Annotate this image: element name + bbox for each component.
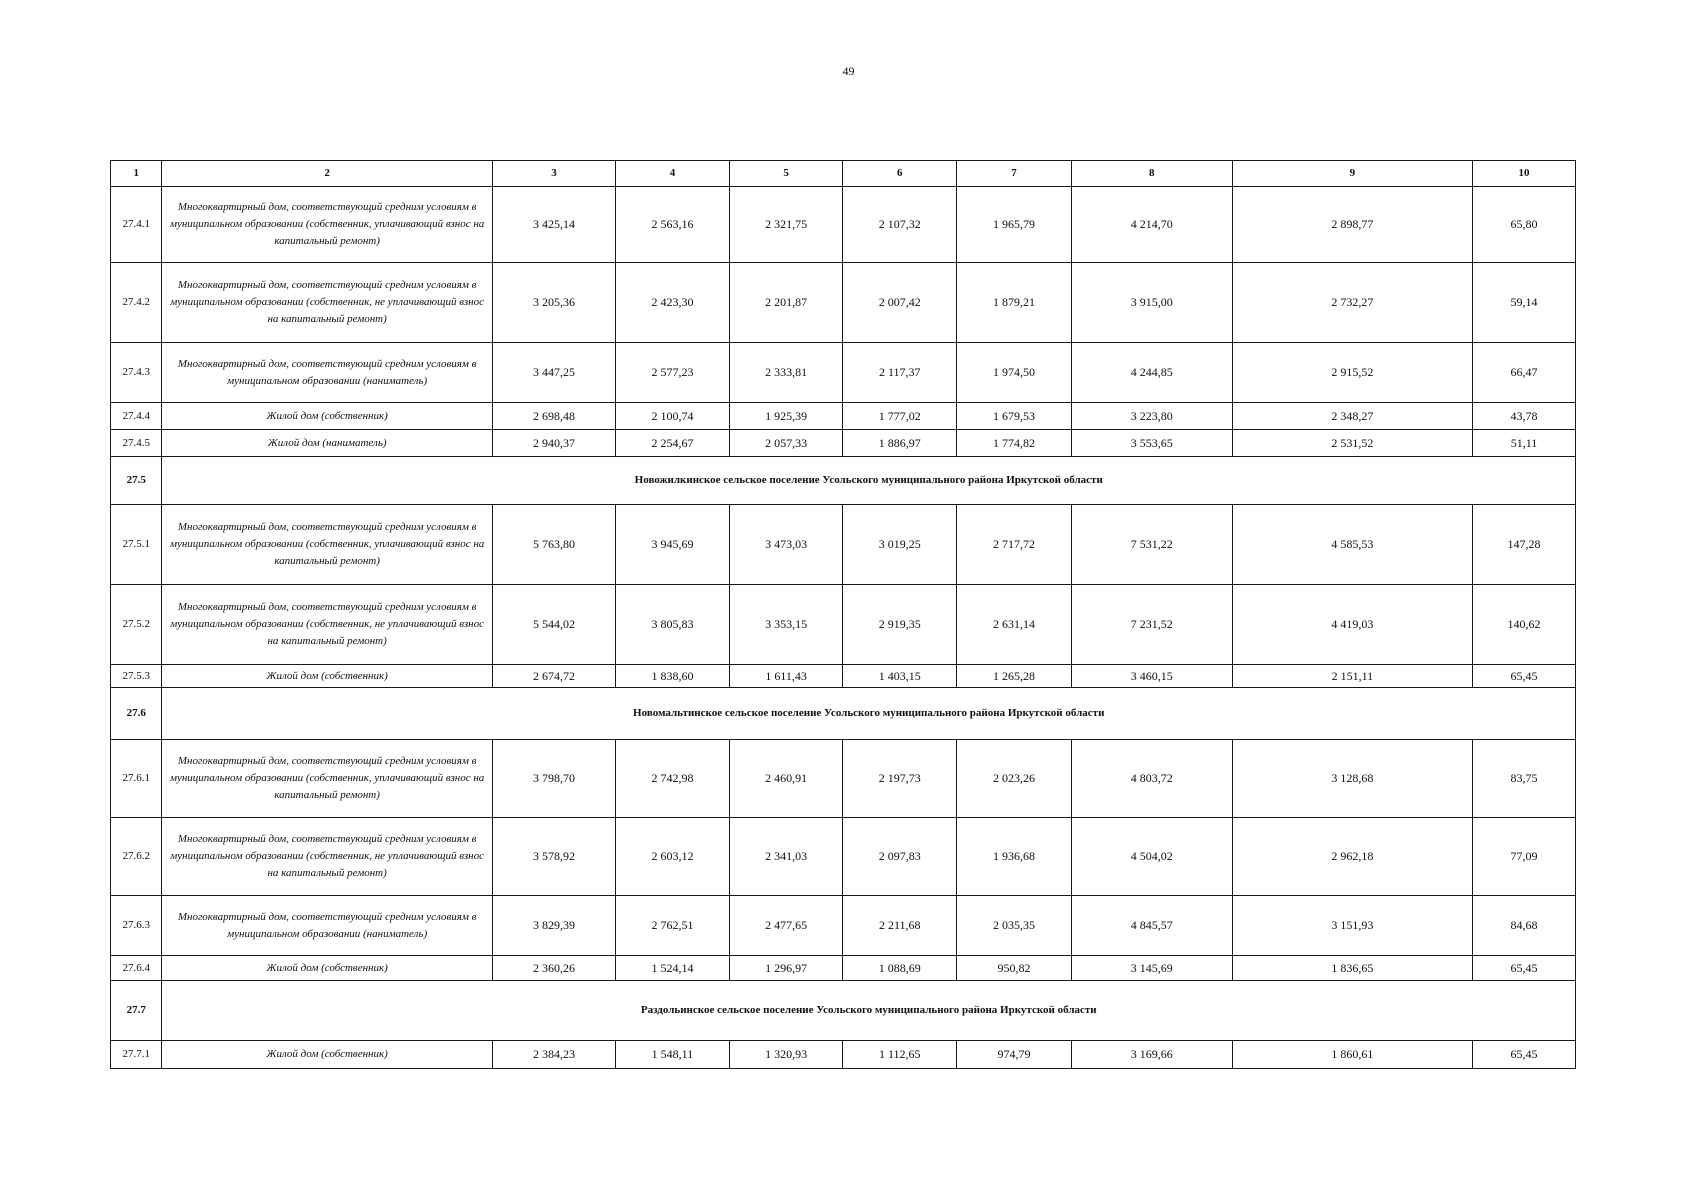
value-cell-col-7: 1 265,28 [957, 665, 1072, 688]
value-cell-col-9: 4 419,03 [1232, 585, 1472, 665]
row-description: Жилой дом (собственник) [162, 403, 492, 430]
value-cell-col-3: 2 360,26 [492, 956, 615, 981]
table-row [111, 896, 1576, 956]
value-cell-col-5: 1 611,43 [729, 665, 843, 688]
table-row [111, 403, 1576, 430]
row-code: 27.6.1 [111, 740, 162, 818]
header-cell: 8 [1071, 161, 1232, 187]
section-title: Новомальтинское сельское поселение Усольского муниципального района Иркутской области [162, 688, 1576, 740]
value-cell-col-9: 2 898,77 [1232, 187, 1472, 263]
page-number: 49 [842, 64, 855, 78]
value-cell-col-9: 2 531,52 [1232, 430, 1472, 457]
section-title: Раздольинское сельское поселение Усольского муниципального района Иркутской области [162, 981, 1576, 1041]
value-cell-col-8: 4 504,02 [1071, 818, 1232, 896]
value-cell-col-8: 3 460,15 [1071, 665, 1232, 688]
header-cell: 10 [1472, 161, 1575, 187]
value-cell-col-3: 3 829,39 [492, 896, 615, 956]
section-row [111, 981, 1576, 1041]
value-cell-col-4: 2 603,12 [616, 818, 730, 896]
column-number-row [111, 161, 1576, 187]
value-cell-col-9: 2 151,11 [1232, 665, 1472, 688]
value-cell-col-7: 2 023,26 [957, 740, 1072, 818]
value-cell-col-3: 2 698,48 [492, 403, 615, 430]
value-cell-col-8: 4 214,70 [1071, 187, 1232, 263]
value-cell-col-3: 3 447,25 [492, 343, 615, 403]
value-cell-col-6: 3 019,25 [843, 505, 957, 585]
value-cell-col-3: 5 763,80 [492, 505, 615, 585]
value-cell-col-9: 3 151,93 [1232, 896, 1472, 956]
value-cell-col-8: 7 231,52 [1071, 585, 1232, 665]
header-cell: 2 [162, 161, 492, 187]
row-description: Многоквартирный дом, соответствующий средним условиям в муниципальном образовании (собственник, не уплачивающий взнос на капитальный ремонт) [162, 818, 492, 896]
value-cell-col-4: 3 945,69 [616, 505, 730, 585]
value-cell-col-3: 3 578,92 [492, 818, 615, 896]
value-cell-col-4: 2 762,51 [616, 896, 730, 956]
value-cell-col-8: 7 531,22 [1071, 505, 1232, 585]
value-cell-col-3: 5 544,02 [492, 585, 615, 665]
value-cell-col-8: 4 244,85 [1071, 343, 1232, 403]
row-description: Многоквартирный дом, соответствующий средним условиям в муниципальном образовании (собственник, не уплачивающий взнос на капитальный ремонт) [162, 585, 492, 665]
row-code: 27.6.3 [111, 896, 162, 956]
table-row [111, 956, 1576, 981]
section-row [111, 457, 1576, 505]
header-cell: 4 [616, 161, 730, 187]
value-cell-col-4: 2 423,30 [616, 263, 730, 343]
value-cell-col-9: 1 860,61 [1232, 1041, 1472, 1069]
row-description: Жилой дом (собственник) [162, 1041, 492, 1069]
value-cell-col-7: 1 974,50 [957, 343, 1072, 403]
row-description: Жилой дом (собственник) [162, 665, 492, 688]
value-cell-col-4: 2 100,74 [616, 403, 730, 430]
value-cell-col-6: 1 777,02 [843, 403, 957, 430]
value-cell-col-8: 3 223,80 [1071, 403, 1232, 430]
value-cell-col-5: 3 473,03 [729, 505, 843, 585]
row-code: 27.5.2 [111, 585, 162, 665]
value-cell-col-9: 3 128,68 [1232, 740, 1472, 818]
value-cell-col-4: 1 524,14 [616, 956, 730, 981]
value-cell-col-8: 3 145,69 [1071, 956, 1232, 981]
value-cell-col-5: 3 353,15 [729, 585, 843, 665]
value-cell-col-6: 2 919,35 [843, 585, 957, 665]
value-cell-col-10: 83,75 [1472, 740, 1575, 818]
row-description: Многоквартирный дом, соответствующий средним условиям в муниципальном образовании (собственник, уплачивающий взнос на капитальный ремонт) [162, 505, 492, 585]
value-cell-col-5: 2 057,33 [729, 430, 843, 457]
value-cell-col-3: 3 798,70 [492, 740, 615, 818]
row-code: 27.5.3 [111, 665, 162, 688]
value-cell-col-7: 1 936,68 [957, 818, 1072, 896]
row-code: 27.4.5 [111, 430, 162, 457]
value-cell-col-3: 2 384,23 [492, 1041, 615, 1069]
row-description: Жилой дом (наниматель) [162, 430, 492, 457]
section-code: 27.6 [111, 688, 162, 740]
header-cell: 3 [492, 161, 615, 187]
value-cell-col-6: 2 007,42 [843, 263, 957, 343]
table-row [111, 187, 1576, 263]
row-code: 27.6.2 [111, 818, 162, 896]
row-code: 27.4.2 [111, 263, 162, 343]
table-row [111, 665, 1576, 688]
row-description: Жилой дом (собственник) [162, 956, 492, 981]
row-code: 27.4.3 [111, 343, 162, 403]
value-cell-col-10: 140,62 [1472, 585, 1575, 665]
value-cell-col-7: 1 879,21 [957, 263, 1072, 343]
table-row [111, 740, 1576, 818]
value-cell-col-10: 65,45 [1472, 665, 1575, 688]
value-cell-col-3: 3 205,36 [492, 263, 615, 343]
value-cell-col-5: 2 321,75 [729, 187, 843, 263]
value-cell-col-8: 4 845,57 [1071, 896, 1232, 956]
header-cell: 7 [957, 161, 1072, 187]
table-row [111, 263, 1576, 343]
row-code: 27.5.1 [111, 505, 162, 585]
value-cell-col-9: 4 585,53 [1232, 505, 1472, 585]
value-cell-col-5: 2 477,65 [729, 896, 843, 956]
header-cell: 9 [1232, 161, 1472, 187]
value-cell-col-10: 65,45 [1472, 956, 1575, 981]
value-cell-col-7: 950,82 [957, 956, 1072, 981]
value-cell-col-5: 1 296,97 [729, 956, 843, 981]
value-cell-col-5: 2 333,81 [729, 343, 843, 403]
value-cell-col-8: 3 169,66 [1071, 1041, 1232, 1069]
value-cell-col-5: 1 320,93 [729, 1041, 843, 1069]
header-cell: 1 [111, 161, 162, 187]
row-code: 27.4.4 [111, 403, 162, 430]
value-cell-col-5: 2 341,03 [729, 818, 843, 896]
section-code: 27.5 [111, 457, 162, 505]
value-cell-col-7: 2 717,72 [957, 505, 1072, 585]
value-cell-col-9: 1 836,65 [1232, 956, 1472, 981]
value-cell-col-10: 65,80 [1472, 187, 1575, 263]
value-cell-col-6: 1 088,69 [843, 956, 957, 981]
section-row [111, 688, 1576, 740]
value-cell-col-9: 2 915,52 [1232, 343, 1472, 403]
header-cell: 5 [729, 161, 843, 187]
header-cell: 6 [843, 161, 957, 187]
value-cell-col-7: 974,79 [957, 1041, 1072, 1069]
table-row [111, 505, 1576, 585]
value-cell-col-7: 2 035,35 [957, 896, 1072, 956]
row-code: 27.6.4 [111, 956, 162, 981]
value-cell-col-4: 1 838,60 [616, 665, 730, 688]
value-cell-col-5: 2 201,87 [729, 263, 843, 343]
value-cell-col-6: 2 117,37 [843, 343, 957, 403]
table-row [111, 818, 1576, 896]
value-cell-col-3: 2 940,37 [492, 430, 615, 457]
value-cell-col-4: 3 805,83 [616, 585, 730, 665]
value-cell-col-3: 2 674,72 [492, 665, 615, 688]
value-cell-col-9: 2 962,18 [1232, 818, 1472, 896]
value-cell-col-7: 1 679,53 [957, 403, 1072, 430]
value-cell-col-10: 77,09 [1472, 818, 1575, 896]
value-cell-col-5: 2 460,91 [729, 740, 843, 818]
value-cell-col-10: 51,11 [1472, 430, 1575, 457]
table-row [111, 1041, 1576, 1069]
section-code: 27.7 [111, 981, 162, 1041]
section-title: Новожилкинское сельское поселение Усольского муниципального района Иркутской области [162, 457, 1576, 505]
table-row [111, 343, 1576, 403]
value-cell-col-6: 1 886,97 [843, 430, 957, 457]
value-cell-col-5: 1 925,39 [729, 403, 843, 430]
row-description: Многоквартирный дом, соответствующий средним условиям в муниципальном образовании (собственник, не уплачивающий взнос на капитальный ремонт) [162, 263, 492, 343]
value-cell-col-6: 2 107,32 [843, 187, 957, 263]
value-cell-col-8: 3 553,65 [1071, 430, 1232, 457]
table-row [111, 430, 1576, 457]
value-cell-col-3: 3 425,14 [492, 187, 615, 263]
row-description: Многоквартирный дом, соответствующий средним условиям в муниципальном образовании (наниматель) [162, 343, 492, 403]
value-cell-col-7: 1 965,79 [957, 187, 1072, 263]
table-row [111, 585, 1576, 665]
value-cell-col-8: 3 915,00 [1071, 263, 1232, 343]
row-code: 27.4.1 [111, 187, 162, 263]
row-code: 27.7.1 [111, 1041, 162, 1069]
value-cell-col-10: 59,14 [1472, 263, 1575, 343]
table-body [111, 161, 1576, 1069]
value-cell-col-4: 2 563,16 [616, 187, 730, 263]
value-cell-col-7: 1 774,82 [957, 430, 1072, 457]
value-cell-col-7: 2 631,14 [957, 585, 1072, 665]
row-description: Многоквартирный дом, соответствующий средним условиям в муниципальном образовании (собственник, уплачивающий взнос на капитальный ремонт) [162, 187, 492, 263]
value-cell-col-4: 2 577,23 [616, 343, 730, 403]
value-cell-col-4: 2 254,67 [616, 430, 730, 457]
value-cell-col-9: 2 732,27 [1232, 263, 1472, 343]
tariff-table [110, 160, 1576, 1069]
row-description: Многоквартирный дом, соответствующий средним условиям в муниципальном образовании (собственник, уплачивающий взнос на капитальный ремонт) [162, 740, 492, 818]
value-cell-col-10: 43,78 [1472, 403, 1575, 430]
value-cell-col-10: 66,47 [1472, 343, 1575, 403]
value-cell-col-6: 1 112,65 [843, 1041, 957, 1069]
value-cell-col-10: 147,28 [1472, 505, 1575, 585]
value-cell-col-10: 84,68 [1472, 896, 1575, 956]
value-cell-col-6: 2 211,68 [843, 896, 957, 956]
value-cell-col-9: 2 348,27 [1232, 403, 1472, 430]
value-cell-col-4: 2 742,98 [616, 740, 730, 818]
value-cell-col-8: 4 803,72 [1071, 740, 1232, 818]
row-description: Многоквартирный дом, соответствующий средним условиям в муниципальном образовании (наниматель) [162, 896, 492, 956]
value-cell-col-6: 1 403,15 [843, 665, 957, 688]
value-cell-col-4: 1 548,11 [616, 1041, 730, 1069]
value-cell-col-6: 2 197,73 [843, 740, 957, 818]
value-cell-col-10: 65,45 [1472, 1041, 1575, 1069]
value-cell-col-6: 2 097,83 [843, 818, 957, 896]
